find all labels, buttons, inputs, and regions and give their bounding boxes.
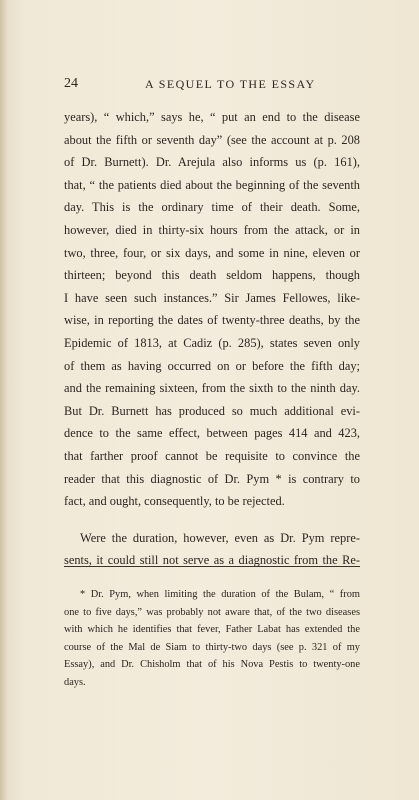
- footnote: [64, 586, 360, 692]
- text-line: Epidemic of 1813, at Cadiz (p. 285), states seven only: [64, 335, 360, 350]
- footnote-line: course of the Mal de Siam to thirty-two days (see p. 321 of my: [64, 641, 360, 653]
- footnote-rule: [64, 566, 360, 567]
- text-line: years), “ which,” says he, “ put an end to the disease: [64, 110, 360, 124]
- text-line: fact, and ought, consequently, to be rejected.: [64, 494, 285, 509]
- text-line: about the fifth or seventh day” (see the account at p. 208: [64, 132, 360, 147]
- page-header: [64, 76, 364, 94]
- text-line: reader that this diagnostic of Dr. Pym * is contrary to: [64, 471, 360, 486]
- text-line: two, three, four, or six days, and some in nine, eleven or: [64, 245, 360, 260]
- text-line: thirteen; beyond this death seldom happens, though: [64, 268, 360, 283]
- body-text: [64, 106, 360, 572]
- text-line: that farther proof cannot be requisite to convince the: [64, 448, 360, 463]
- text-line: and the remaining sixteen, from the sixth to the ninth day.: [64, 381, 360, 396]
- text-line: But Dr. Burnett has produced so much additional evi-: [64, 403, 360, 418]
- footnote-line: Essay), and Dr. Chisholm that of his Nova Pestis to twenty-one: [64, 659, 360, 671]
- footnote-line: with which he identifies that fever, Father Labat has extended the: [64, 624, 360, 636]
- footnote-line: * Dr. Pym, when limiting the duration of the Bulam, “ from: [80, 589, 360, 600]
- text-line: day. This is the ordinary time of their death. Some,: [64, 200, 360, 215]
- footnote-line: days.: [64, 676, 86, 688]
- page-gutter-shadow: [0, 0, 8, 800]
- paragraph-1: [64, 106, 360, 513]
- text-line: wise, in reporting the dates of twenty-three deaths, by the: [64, 313, 360, 328]
- text-line: of them as having occurred on or before the fifth day;: [64, 358, 360, 373]
- text-line: of Dr. Burnett). Dr. Arejula also informs us (p. 161),: [64, 155, 360, 170]
- text-line: dence to the same effect, between pages 414 and 423,: [64, 426, 360, 441]
- text-line: that, “ the patients died about the beginning of the seventh: [64, 177, 360, 192]
- text-line: I have seen such instances.” Sir James Fellowes, like-: [64, 290, 360, 305]
- text-line: sents, it could still not serve as a diagnostic from the Re-: [64, 553, 360, 568]
- running-head: A SEQUEL TO THE ESSAY: [145, 77, 316, 91]
- text-line: Were the duration, however, even as Dr. Pym repre-: [80, 530, 360, 545]
- page-number: 24: [64, 76, 78, 91]
- text-line: however, died in thirty-six hours from the attack, or in: [64, 222, 360, 237]
- footnote-text: [64, 586, 360, 692]
- footnote-line: one to five days,” was probably not aware that, of the two diseases: [64, 606, 360, 618]
